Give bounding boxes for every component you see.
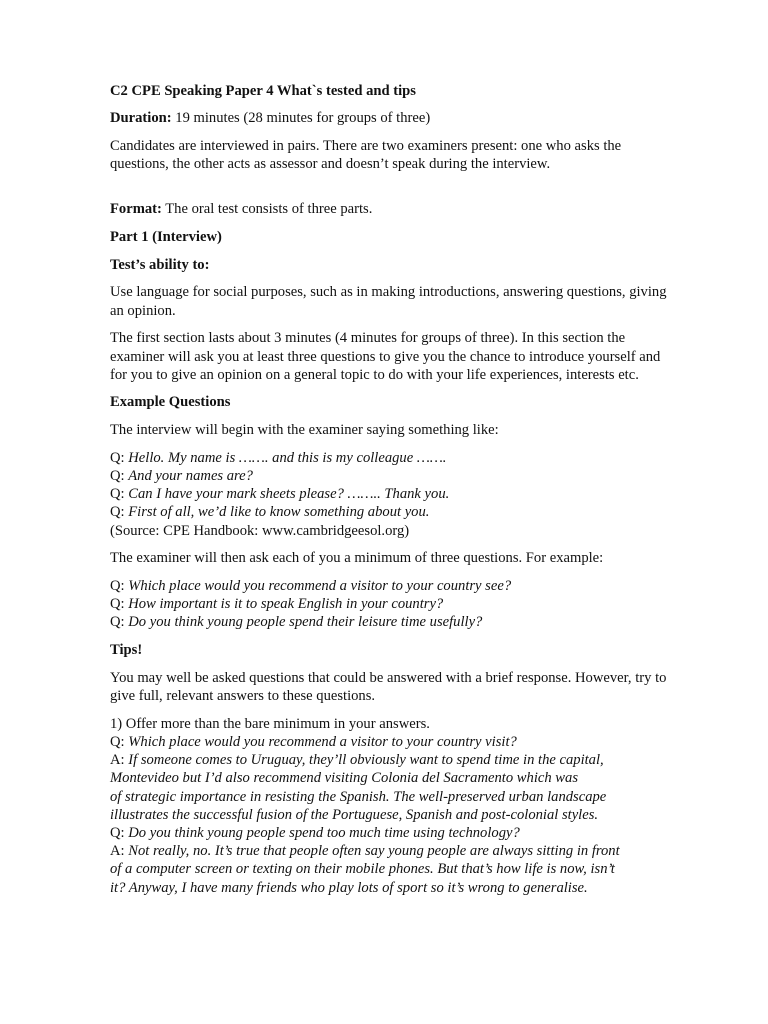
example-question [110,485,670,503]
followup-question [110,577,670,595]
answer-text: If someone comes to Uruguay, they’ll obviously want to spend time in the capital, [128,752,604,769]
example-questions-block [110,449,670,540]
source-citation: (Source: CPE Handbook: www.cambridgeesol.org) [110,522,410,539]
answer-text: illustrates the successful fusion of the Portuguese, Spanish and post-colonial styles. [110,806,599,823]
tests-heading-text: Test’s ability to: [110,256,210,273]
question-text: How important is it to speak English in your country? [128,596,444,613]
example-intro: The interview will begin with the examiner saying something like: [110,422,499,439]
tip1-block [110,715,670,897]
question-prefix: Q: [110,449,129,466]
duration-text: 19 minutes (28 minutes for groups of three) [171,110,431,127]
example-question [110,503,670,521]
answer-text: Montevideo but I’d also recommend visiting Colonia del Sacramento which was [110,770,579,787]
tip1-answer-2-line [110,879,670,897]
format-text: The oral test consists of three parts. [161,201,373,218]
tip1-answer-1-line [110,788,670,806]
question-prefix: Q: [110,468,129,485]
answer-text: of strategic importance in resisting the Spanish. The well-preserved urban landscape [110,788,607,805]
tips-heading [110,641,670,659]
answer-text: it? Anyway, I have many friends who play lots of sport so it’s wrong to generalise. [110,879,588,896]
intro-paragraph: Candidates are interviewed in pairs. There are two examiners present: one who asks the questions, the other acts as assessor and doesn’t speak during the interview. [110,137,622,173]
tips-heading-text: Tips! [110,642,143,659]
example-heading-text: Example Questions [110,394,231,411]
duration-label: Duration: [110,110,172,127]
question-text: Hello. My name is ……. and this is my colleague ……. [128,449,447,466]
example-question [110,467,670,485]
format-label: Format: [110,201,162,218]
question-prefix: Q: [110,504,129,521]
tests-paragraph: Use language for social purposes, such as in making introductions, answering questions, giving an opinion. [110,284,667,319]
question-text: Which place would you recommend a visitor to your country see? [128,578,512,595]
question-text: First of all, we’d like to know something about you. [128,504,430,521]
question-text: Do you think young people spend their leisure time usefully? [128,614,483,631]
question-text: Can I have your mark sheets please? …….. Thank you. [128,486,450,503]
tip1-heading: 1) Offer more than the bare minimum in your answers. [110,715,430,732]
tip1-question-1 [110,733,670,751]
question-prefix: Q: [110,596,129,613]
duration-line [110,109,670,127]
example-question [110,449,670,467]
answer-prefix: A: [110,752,129,769]
tip1-question-2 [110,824,670,842]
question-text: Which place would you recommend a visitor to your country visit? [128,733,517,750]
answer-prefix: A: [110,843,129,860]
tests-heading [110,256,670,274]
followup-intro: The examiner will then ask each of you a minimum of three questions. For example: [110,550,604,567]
question-prefix: Q: [110,825,129,841]
tip1-answer-2-line [110,860,670,878]
tip1-answer-1-line [110,751,670,769]
document-page [110,82,670,906]
question-prefix: Q: [110,486,129,503]
example-heading [110,393,670,411]
tip1-answer-1-line [110,769,670,787]
question-text: Do you think young people spend too much time using technology? [128,825,520,841]
answer-text: of a computer screen or texting on their mobile phones. But that’s how life is now, isn’t [110,861,615,878]
question-prefix: Q: [110,614,129,631]
format-line [110,200,670,218]
first-section-paragraph: The first section lasts about 3 minutes (4 minutes for groups of three). In this section the examiner will ask you at least three questions to give you the chance to introduce yourself and for you to give an opinion on a general topic to do with your life experiences, interests etc. [110,330,661,383]
part1-heading-text: Part 1 (Interview) [110,229,222,246]
followup-question [110,613,670,631]
tips-paragraph: You may well be asked questions that could be answered with a brief response. However, try to give full, relevant answers to these questions. [110,669,667,705]
tip1-answer-1-line [110,806,670,824]
part1-heading [110,228,670,246]
document-title: C2 CPE Speaking Paper 4 What`s tested and tips [110,83,416,99]
question-text: And your names are? [128,468,253,485]
question-prefix: Q: [110,733,129,750]
followup-questions-block [110,577,670,632]
tip1-answer-2-line [110,842,670,860]
followup-question [110,595,670,613]
question-prefix: Q: [110,578,129,595]
answer-text: Not really, no. It’s true that people often say young people are always sitting in front [128,843,620,860]
